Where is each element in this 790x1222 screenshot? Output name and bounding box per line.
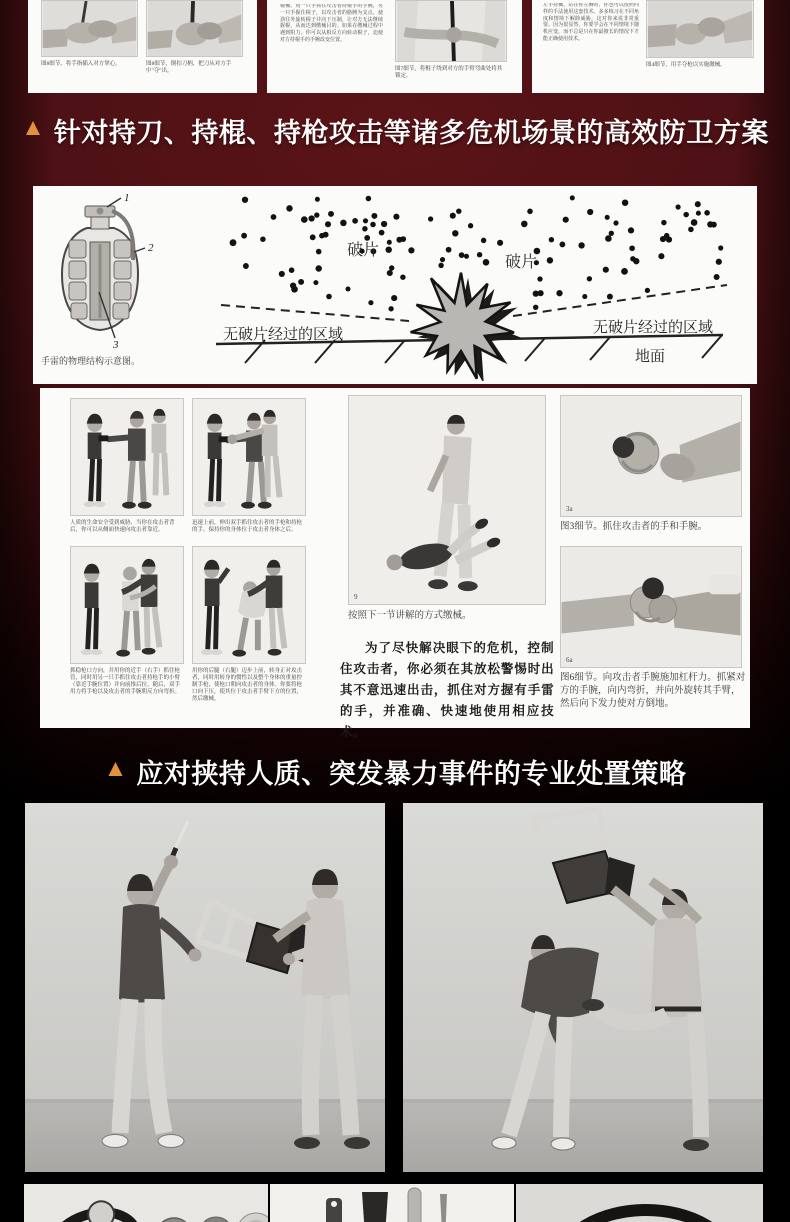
grenade-callout-3: 3 [113,339,119,350]
photo-tag-9: 9 [354,593,358,601]
technique-sequence-panel [40,388,750,739]
grenade-cutaway-drawing [41,192,161,350]
book-page-3 [532,0,764,93]
photo-detail-6a [560,546,742,668]
banner-defense-plans [0,104,790,156]
photo-chair-counter-kick [403,803,763,1172]
photo-gun-takeaway [646,0,754,58]
photo-knife-grip-detail-2 [146,0,243,57]
photo-detail-3a [560,395,742,517]
banner2-text: 应对挟持人质、突发暴力事件的专业处置策略 [136,758,687,789]
grenade-diagram-panel [33,186,757,384]
fragment-label-left: 破片 [347,242,380,259]
sequence-caption-2: 迅速上前，伸出双手抓住攻击者的手枪和持枪的手，保持你的身体位于攻击者身体之后。 [192,520,303,533]
photo-coiled-belt [516,1184,763,1222]
photo-tag-3a: 3a [566,505,573,513]
photo-sequence-3 [70,546,184,664]
triangle-icon: ▲ [21,114,45,141]
page1-caption-right: 图8细节，倒扣刀柄，把刀从对方手中"夺"出。 [146,61,232,74]
book-page-2 [267,0,522,93]
no-fragment-zone-right: 无破片经过的区域 [593,319,714,336]
page2-caption: 图7细节，将棍子绕到对方的手臂弯曲处将其锁定。 [395,66,503,79]
photo-sequence-1 [70,398,184,516]
book-page-1 [28,0,257,93]
page1-caption-left: 图8细节，将手指插入对方掌心。 [41,61,121,67]
sequence-caption-1: 人质的生命安全受到威胁，当你在攻击者背后，你可以从侧面快速向攻击者靠近。 [70,520,175,533]
detail-6a-caption: 图6细节。向攻击者手腕施加杠杆力。抓紧对方的手腕，向内弯折，并向外旋转其手臂，然后向下发力使对方倒地。 [560,673,746,709]
photo-tag-6a: 6a [566,656,573,664]
photo-sequence-4 [192,546,306,664]
ground-label: 地面 [635,348,666,365]
body-paragraph: 为了尽快解决眼下的危机，控制住攻击者，你必须在其放松警惕时出其不意迅速出击，抓住对方握有手雷的手，并准确、快速地使用相应技术。 [340,641,554,739]
page3-caption: 图4细节，用手夺枪以实施缴械。 [646,62,726,68]
banner-hostage-response [0,745,790,797]
page3-body-text: 左手持械、站在你左侧时，你也可以按照同样的手法使用这套技术。多多练习在不同角度和情境下解除威胁，这对你来说非常重要。因为很显然，你要学会在不同情境下随机应变，而不总是只在你最擅长的情况下才能正确使用技术。 [543,3,639,42]
sequence-caption-3: 抓稳枪口方向，并用你的近手（右手）抓住枪管，同时用另一只手抓住攻击者持枪手的小臂（靠近手腕位置）并向前推后拉。随后，双手用力将手枪以及攻击者的手腕朝反方向弯折。 [70,668,181,695]
photo-knife-vs-chair [25,803,385,1172]
fragment-label-right: 破片 [505,254,538,271]
fragmentation-diagram [161,189,753,381]
detail-3a-caption: 图3细节。抓住攻击者的手和手腕。 [560,522,708,532]
photo-knife-grip-detail-1 [41,0,138,57]
grenade-callout-2: 2 [148,242,154,254]
photo-sequence-2 [192,398,306,516]
photo-stick-hold [395,0,507,62]
photo-watch-and-coins [24,1184,268,1222]
photo-pocket-tools [270,1184,514,1222]
big-photo-caption: 按照下一节讲解的方式缴械。 [348,611,472,621]
grenade-caption: 手雷的物理结构示意图。 [41,356,141,366]
no-fragment-zone-left: 无破片经过的区域 [223,326,344,343]
sequence-caption-4: 用你的后腿（右腿）迈步上前，转身正对攻击者，同时用转身的惯性以及整个身体的重量控制手枪，使枪口朝向攻击者的身体。你要将枪口向下压，使其位于攻击者手臂下方的位置，然后缴械。 [192,668,303,702]
photo-takedown-finish [348,395,546,605]
grenade-callout-1: 1 [124,192,130,204]
page2-body-text: 棍械。用一只手抓住攻击者持棍手的手腕，另一只手握住棍子，以攻击者的胳膊为支点，使劲往外旋转棍子并向下压制，让对方无法继续握棍，从而达到缴械目的。如果在缴械过程中遇到阻力，你可以从相反方向转动棍子，迫使对方持棍手的手腕改变位置。 [280,4,383,43]
triangle-icon: ▲ [103,755,128,782]
banner1-text: 针对持刀、持棍、持枪攻击等诸多危机场景的高效防卫方案 [53,117,769,148]
